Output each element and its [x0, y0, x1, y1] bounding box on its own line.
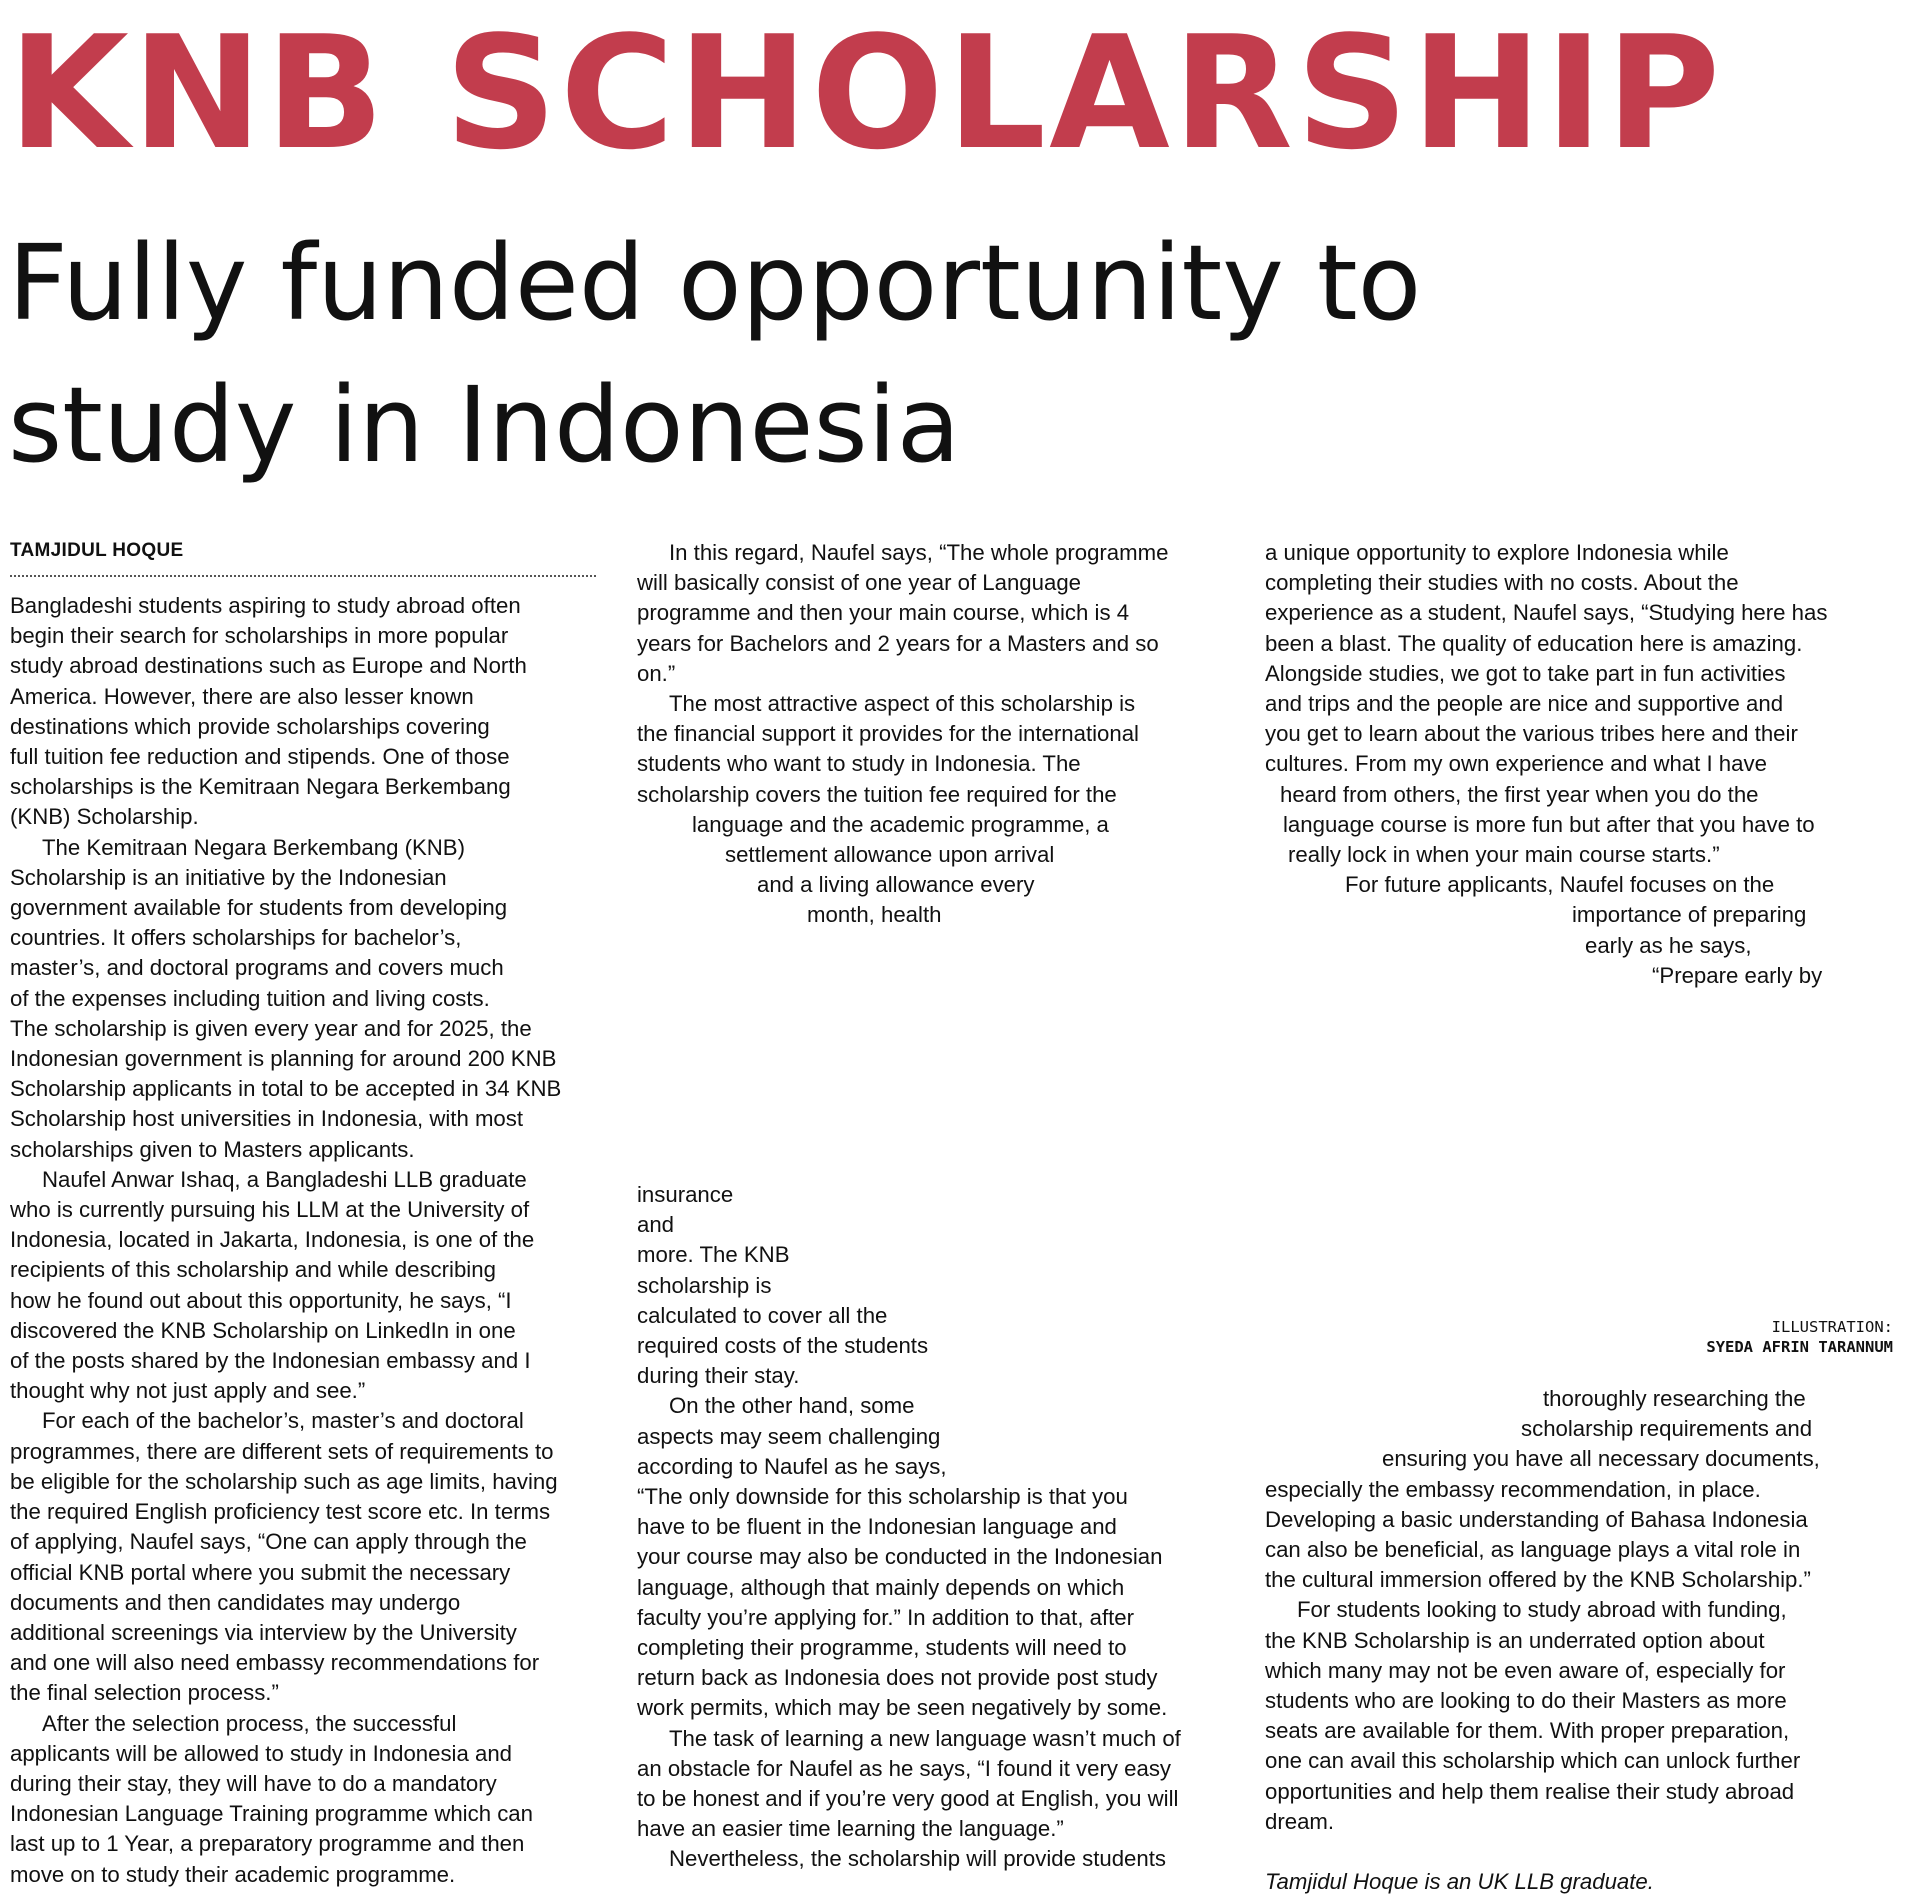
text-line: especially the embassy recommendation, in place. — [1265, 1476, 1761, 1502]
text-line: how he found out about this opportunity, he says, “I — [10, 1287, 512, 1313]
text-line: according to Naufel as he says, — [637, 1453, 947, 1479]
text-line: work permits, which may be seen negatively by some. — [637, 1695, 1168, 1721]
text-line: Indonesia, located in Jakarta, Indonesia, is one of the — [10, 1227, 535, 1253]
text-line: the final selection process.” — [10, 1680, 279, 1706]
text-line: Indonesian government is planning for around 200 KNB — [10, 1046, 557, 1072]
text-line: early as he says, — [1585, 932, 1752, 958]
text-line: government available for students from developing — [10, 895, 508, 921]
text-line: and a living allowance every — [757, 872, 1035, 898]
illustration-credit-label: ILLUSTRATION: — [1771, 1318, 1893, 1336]
text-line: scholarship requirements and — [1521, 1416, 1813, 1442]
text-line: a unique opportunity to explore Indonesia while — [1265, 540, 1729, 565]
text-line: Nevertheless, the scholarship will provide students — [669, 1846, 1166, 1872]
text-line: thoroughly researching the — [1543, 1386, 1806, 1411]
text-line: the financial support it provides for the international — [637, 721, 1139, 747]
text-line: language course is more fun but after that you have to — [1283, 811, 1815, 837]
text-line: cultures. From my own experience and what I have — [1265, 751, 1767, 777]
text-line: Scholarship is an initiative by the Indonesian — [10, 864, 447, 890]
text-line: “Prepare early by — [1652, 962, 1823, 988]
text-line: calculated to cover all the — [637, 1302, 888, 1328]
text-line: insurance — [637, 1182, 734, 1207]
text-line: scholarships given to Masters applicants. — [10, 1136, 415, 1162]
text-line: For future applicants, Naufel focuses on the — [1345, 872, 1775, 898]
text-line: move on to study their academic programme. — [10, 1861, 456, 1887]
text-line: been a blast. The quality of education here is amazing. — [1265, 630, 1803, 656]
text-line: month, health — [807, 902, 942, 928]
text-line: during their stay. — [637, 1363, 800, 1389]
text-line: thought why not just apply and see.” — [10, 1378, 366, 1404]
byline: TAMJIDUL HOQUE — [10, 540, 184, 561]
text-line: begin their search for scholarships in more popular — [10, 623, 509, 649]
text-line: Scholarship applicants in total to be accepted in 34 KNB — [10, 1076, 562, 1102]
illustration-credit-name: SYEDA AFRIN TARANNUM — [1706, 1338, 1893, 1356]
text-line: full tuition fee reduction and stipends. One of those — [10, 744, 510, 770]
text-line: The most attractive aspect of this scholarship is — [669, 691, 1136, 717]
text-line: students who want to study in Indonesia. The — [637, 751, 1081, 777]
text-line: have an easier time learning the language.” — [637, 1816, 1064, 1842]
article-column-3-top — [1265, 538, 1827, 991]
text-line: settlement allowance upon arrival — [725, 842, 1055, 868]
text-line: you get to learn about the various tribes here and their — [1265, 721, 1798, 747]
text-line: Scholarship host universities in Indonesia, with most — [10, 1106, 524, 1132]
text-line: aspects may seem challenging — [637, 1423, 941, 1449]
text-line: language, although that mainly depends on which — [637, 1574, 1125, 1600]
text-line: on.” — [637, 660, 676, 686]
text-line: years for Bachelors and 2 years for a Masters and so — [637, 630, 1159, 656]
text-line: and trips and the people are nice and supportive and — [1265, 691, 1784, 717]
text-line: Developing a basic understanding of Bahasa Indonesia — [1265, 1506, 1808, 1532]
text-line: language and the academic programme, a — [692, 811, 1109, 837]
text-line: “The only downside for this scholarship is that you — [637, 1484, 1128, 1510]
text-line: For each of the bachelor’s, master’s and doctoral — [42, 1408, 524, 1434]
text-line: discovered the KNB Scholarship on LinkedIn in one — [10, 1317, 516, 1343]
text-line: the required English proficiency test score etc. In terms — [10, 1499, 551, 1525]
text-line: completing their studies with no costs. About the — [1265, 570, 1739, 596]
section-kicker: KNB SCHOLARSHIP — [8, 2, 1724, 184]
text-line: more. The KNB — [637, 1242, 790, 1268]
text-line: scholarship covers the tuition fee required for the — [637, 781, 1117, 807]
text-line: In this regard, Naufel says, “The whole programme — [669, 540, 1169, 565]
article-column-2-bottom — [637, 1180, 1181, 1875]
text-line: dream. — [1265, 1808, 1335, 1834]
text-line: during their stay, they will have to do a mandatory — [10, 1770, 497, 1796]
text-line: an obstacle for Naufel as he says, “I found it very easy — [637, 1755, 1172, 1781]
text-line: who is currently pursuing his LLM at the University of — [10, 1197, 530, 1223]
text-line: of applying, Naufel says, “One can apply through the — [10, 1529, 527, 1555]
headline-line-2: study in Indonesia — [8, 364, 961, 486]
article-column-1 — [10, 591, 561, 1890]
text-line: seats are available for them. With proper preparation, — [1265, 1718, 1790, 1744]
text-line: America. However, there are also lesser known — [10, 683, 474, 709]
text-line — [1265, 1837, 1820, 1867]
text-line: really lock in when your main course starts.” — [1288, 842, 1720, 868]
text-line: master’s, and doctoral programs and covers much — [10, 955, 504, 981]
text-line: The scholarship is given every year and for 2025, the — [10, 1015, 532, 1041]
text-line: Bangladeshi students aspiring to study abroad often — [10, 593, 521, 618]
text-line: applicants will be allowed to study in Indonesia and — [10, 1740, 513, 1766]
text-line: faculty you’re applying for.” In addition to that, after — [637, 1604, 1135, 1630]
text-line: study abroad destinations such as Europe and North — [10, 653, 527, 679]
text-line: scholarship is — [637, 1272, 772, 1298]
text-line: countries. It offers scholarships for bachelor’s, — [10, 925, 462, 951]
text-line: ensuring you have all necessary documents, — [1382, 1446, 1820, 1472]
text-line: of the expenses including tuition and living costs. — [10, 985, 490, 1011]
text-line: the KNB Scholarship is an underrated option about — [1265, 1627, 1765, 1653]
text-line: Indonesian Language Training programme which can — [10, 1801, 533, 1827]
article-column-2-top — [637, 538, 1168, 931]
text-line: of the posts shared by the Indonesian embassy and I — [10, 1348, 531, 1374]
text-line: be eligible for the scholarship such as age limits, having — [10, 1468, 558, 1494]
text-line: will basically consist of one year of Language — [637, 570, 1082, 596]
text-line: The task of learning a new language wasn’t much of — [669, 1725, 1181, 1751]
text-line: last up to 1 Year, a preparatory programme and then — [10, 1831, 525, 1857]
text-line: the cultural immersion offered by the KNB Scholarship.” — [1265, 1567, 1811, 1593]
text-line: importance of preparing — [1572, 902, 1807, 928]
text-line: destinations which provide scholarships covering — [10, 713, 490, 739]
text-line: return back as Indonesia does not provide post study — [637, 1665, 1158, 1691]
text-line: heard from others, the first year when you do the — [1280, 781, 1759, 807]
text-line: students who are looking to do their Masters as more — [1265, 1688, 1787, 1714]
text-line: recipients of this scholarship and while describing — [10, 1257, 496, 1283]
headline-line-1: Fully funded opportunity to — [8, 222, 1422, 344]
text-line: one can avail this scholarship which can unlock further — [1265, 1748, 1801, 1774]
text-line: (KNB) Scholarship. — [10, 804, 199, 830]
text-line: On the other hand, some — [669, 1393, 915, 1419]
text-line: programmes, there are different sets of requirements to — [10, 1438, 554, 1464]
text-line: opportunities and help them realise their study abroad — [1265, 1778, 1795, 1804]
text-line: completing their programme, students will need to — [637, 1635, 1127, 1661]
text-line: The Kemitraan Negara Berkembang (KNB) — [42, 834, 465, 860]
text-line: have to be fluent in the Indonesian language and — [637, 1514, 1117, 1540]
text-line: programme and then your main course, which is 4 — [637, 600, 1130, 626]
headline — [8, 212, 1888, 496]
text-line: For students looking to study abroad with funding, — [1297, 1597, 1787, 1623]
text-line: additional screenings via interview by the University — [10, 1619, 517, 1645]
article-column-3-bottom — [1265, 1384, 1820, 1896]
text-line: Naufel Anwar Ishaq, a Bangladeshi LLB graduate — [42, 1166, 527, 1192]
text-line: Tamjidul Hoque is an UK LLB graduate. — [1265, 1869, 1654, 1895]
text-line: can also be beneficial, as language plays a vital role in — [1265, 1537, 1801, 1563]
byline-divider — [10, 575, 596, 577]
text-line: official KNB portal where you submit the necessary — [10, 1559, 511, 1585]
text-line: which many may not be even aware of, especially for — [1265, 1657, 1786, 1683]
text-line: documents and then candidates may undergo — [10, 1589, 461, 1615]
text-line: and — [637, 1212, 675, 1238]
text-line: required costs of the students — [637, 1333, 929, 1359]
text-line: After the selection process, the successful — [42, 1710, 457, 1736]
text-line: Alongside studies, we got to take part in fun activities — [1265, 660, 1786, 686]
text-line: and one will also need embassy recommendations for — [10, 1650, 540, 1676]
text-line: experience as a student, Naufel says, “Studying here has — [1265, 600, 1828, 626]
illustration-credit — [1706, 1317, 1893, 1357]
text-line: scholarships is the Kemitraan Negara Berkembang — [10, 774, 511, 800]
text-line: your course may also be conducted in the Indonesian — [637, 1544, 1163, 1570]
text-line: to be honest and if you’re very good at English, you will — [637, 1786, 1179, 1812]
